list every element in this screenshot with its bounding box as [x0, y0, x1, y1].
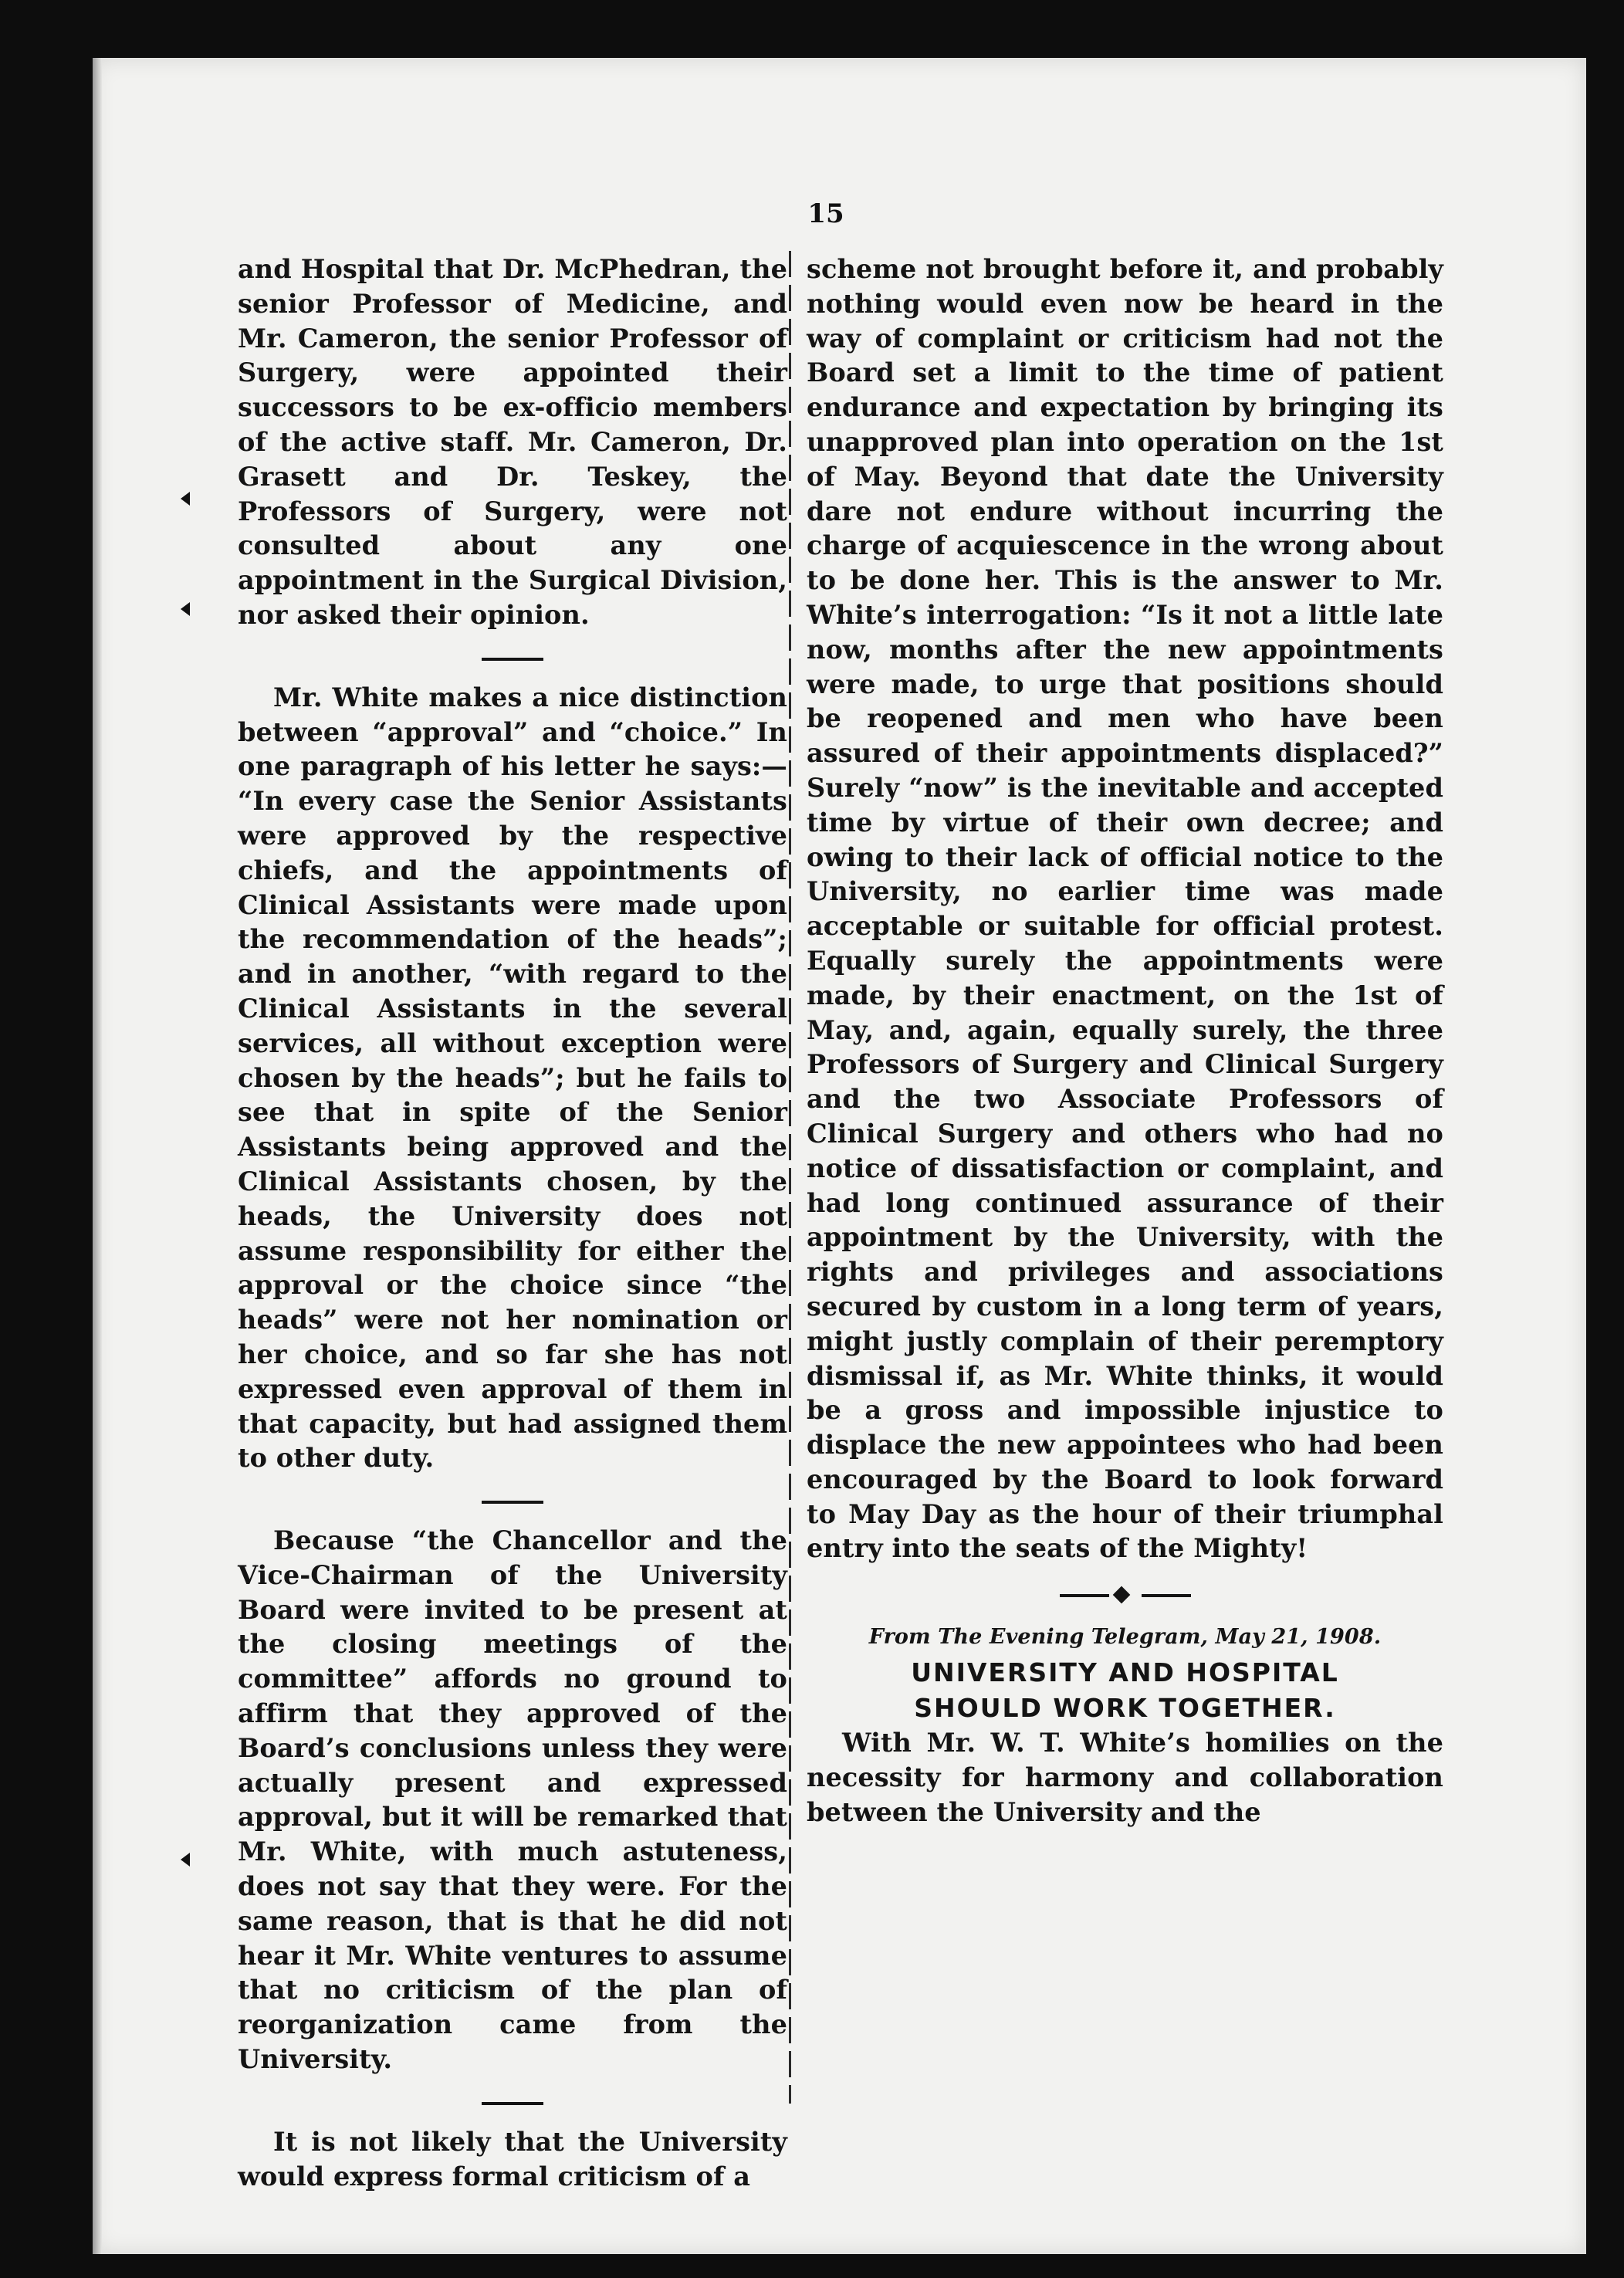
page-number: 15	[807, 198, 844, 229]
paragraph: scheme not brought before it, and probably nothing would even now be heard in the way of complaint or criticism had not the Board set a limit to the time of patient endurance and expectation by bringing its unapproved plan into operation on the 1st of May. Beyond that date the University dare not endure without incurring the charge of acquiescence in the wrong about to be done her. This is the answer to Mr. White’s interrogation: “Is it not a little late now, months after the new appointments were made, to urge that positions should be reopened and men who have been assured of their appointments displaced?” Surely “now” is the inevitable and accepted time by virtue of their own decree; and owing to their lack of official notice to the University, no earlier time was made acceptable or suitable for official protest. Equally surely the appointments were made, by their enactment, on the 1st of May, and, again, equally surely, the three Professors of Surgery and Clinical Surgery and the two Associate Professors of Clinical Surgery and others who had no notice of dissatisfaction or complaint, and had long continued assurance of their appointment by the University, with the rights and privileges and associations secured by custom in a long term of years, might justly complain of their peremptory dismissal if, as Mr. White thinks, it would be a gross and impossible injustice to displace the new appointees who had been encouraged by the Board to look forward to May Day as the hour of their triumphal entry into the seats of the Mighty!	[807, 254, 1443, 1564]
margin-mark	[181, 602, 190, 616]
margin-mark	[181, 1853, 190, 1867]
section-rule	[482, 2102, 543, 2105]
paragraph: It is not likely that the University would express formal criticism of a	[238, 2126, 787, 2192]
paragraph: and Hospital that Dr. McPhedran, the senior Professor of Medicine, and Mr. Cameron, the senior Professor of Surgery, were appointed their successors to be ex-officio members of the active staff. Mr. Cameron, Dr. Grasett and Dr. Teskey, the Professors of Surgery, were not consulted about any one appointment in the Surgical Division, nor asked their opinion.	[238, 254, 787, 630]
left-column	[238, 252, 787, 2194]
paragraph: With Mr. W. T. White’s homilies on the necessity for harmony and collaboration between the University and the	[807, 1728, 1443, 1827]
ornament-divider	[1060, 1588, 1191, 1603]
headline: SHOULD WORK TOGETHER.	[914, 1693, 1336, 1724]
right-column	[807, 252, 1443, 1830]
headline: UNIVERSITY AND HOSPITAL	[911, 1657, 1339, 1688]
paragraph: Because “the Chancellor and the Vice-Chairman of the University Board were invited to be present at the closing meetings of the committee” affords no ground to affirm that they approved of the Board’s conclusions unless they were actually present and expressed approval, but it will be remarked that Mr. White, with much astuteness, does not say that they were. For the same reason, that is that he did not hear it Mr. White ventures to assume that no criticism of the plan of reorganization came from the University.	[238, 1525, 787, 2075]
page-binding-edge	[93, 58, 102, 2254]
paragraph: Mr. White makes a nice distinction between “approval” and “choice.” In one paragraph of his letter he says:— “In every case the Senior Assistants were approved by the respective chiefs, and the appointments of Clinical Assistants were made upon the recommendation of the heads”; and in another, “with regard to the Clinical Assistants in the several services, all without exception were chosen by the heads”; but he fails to see that in spite of the Senior Assistants being approved and the Clinical Assistants chosen, by the heads, the University does not assume responsibility for either the approval or the choice since “the heads” were not her nomination or her choice, and so far she has not expressed even approval of them in that capacity, but had assigned them to other duty.	[238, 682, 787, 1474]
margin-mark	[181, 492, 190, 506]
document-page	[93, 58, 1586, 2254]
section-rule	[482, 1501, 543, 1504]
column-divider	[789, 251, 791, 2104]
source-line: From The Evening Telegram, May 21, 1908.	[868, 1625, 1382, 1650]
section-rule	[482, 658, 543, 661]
